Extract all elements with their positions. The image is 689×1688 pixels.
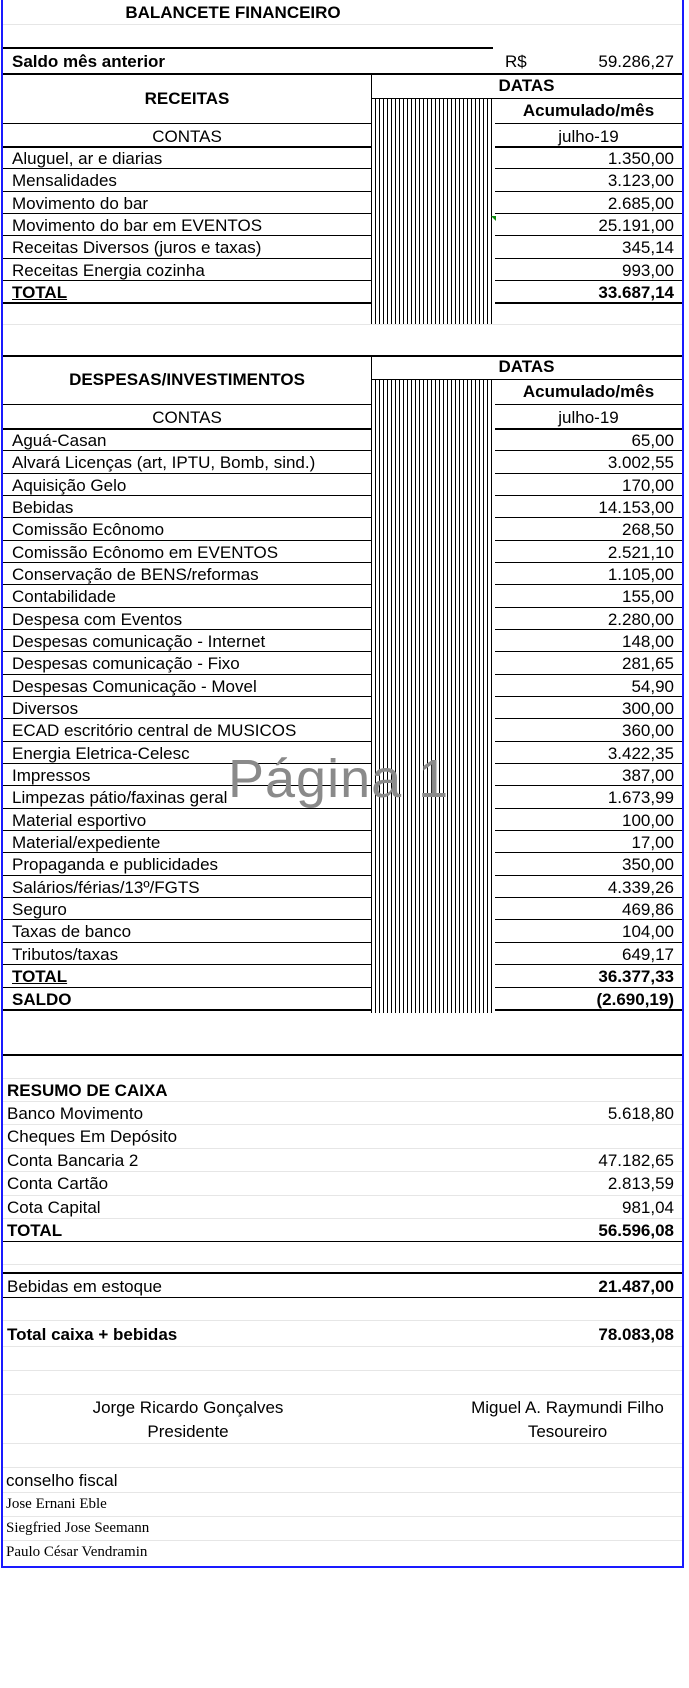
despesa-row-label: Limpezas pátio/faxinas geral — [12, 788, 228, 808]
despesa-row-value: 4.339,26 — [607, 877, 674, 897]
conselho-member: Paulo César Vendramin — [6, 1544, 148, 1560]
resumo-row-label: Conta Bancaria 2 — [7, 1150, 139, 1170]
resumo-total-value: 56.596,08 — [598, 1221, 674, 1240]
resumo-row-label: Conta Cartão — [7, 1174, 109, 1194]
despesa-row-label: Aquisição Gelo — [12, 475, 127, 495]
despesa-row-label: Comissão Ecônomo — [12, 520, 165, 540]
despesa-row-value: 268,50 — [622, 520, 674, 540]
conselho-member: Jose Ernani Eble — [6, 1496, 107, 1512]
despesa-row-label: Despesa com Eventos — [12, 609, 183, 629]
despesa-row-value: 14.153,00 — [598, 498, 674, 518]
despesa-row-value: 350,00 — [622, 855, 674, 875]
despesa-row-label: Despesas comunicação - Fixo — [12, 654, 240, 674]
despesa-row-label: Alvará Licenças (art, IPTU, Bomb, sind.) — [12, 453, 316, 473]
conselho-member: Siegfried Jose Seemann — [6, 1520, 150, 1536]
despesa-row-value: 170,00 — [622, 475, 674, 495]
despesas-total-value: 36.377,33 — [598, 967, 674, 987]
estoque-label: Bebidas em estoque — [7, 1277, 162, 1296]
saldo-anterior-label: Saldo mês anterior — [12, 52, 166, 71]
receita-row-value: 993,00 — [622, 260, 674, 280]
despesa-row-label: Despesas Comunicação - Movel — [12, 676, 257, 696]
receitas-period: julho-19 — [558, 127, 619, 146]
despesa-row-label: Material esportivo — [12, 810, 147, 830]
receita-row-value: 1.350,00 — [607, 149, 674, 168]
receita-row-label: Receitas Diversos (juros e taxas) — [12, 238, 262, 258]
total-geral-value: 78.083,08 — [598, 1325, 674, 1344]
receita-row-value: 345,14 — [622, 238, 674, 258]
receita-row-label: Aluguel, ar e diarias — [12, 149, 163, 168]
despesas-acumulado: Acumulado/mês — [522, 382, 655, 401]
despesa-row-label: Propaganda e publicidades — [12, 855, 219, 875]
despesa-row-label: Diversos — [12, 699, 79, 719]
balancete-sheet — [1, 0, 684, 1568]
despesa-row-value: 104,00 — [622, 922, 674, 942]
despesas-header: DESPESAS/INVESTIMENTOS — [69, 370, 305, 389]
despesa-row-value: 3.422,35 — [607, 743, 674, 763]
despesas-total-label: TOTAL — [12, 967, 68, 987]
despesa-row-value: 300,00 — [622, 699, 674, 719]
receita-row-value: 2.685,00 — [607, 193, 674, 213]
receitas-total-value: 33.687,14 — [598, 282, 674, 302]
despesa-row-value: 649,17 — [622, 944, 674, 964]
despesa-row-value: 281,65 — [622, 654, 674, 674]
despesa-row-value: 360,00 — [622, 721, 674, 741]
despesas-hatch-header — [371, 380, 495, 428]
receita-row-label: Movimento do bar em EVENTOS — [12, 215, 263, 235]
receita-row-label: Mensalidades — [12, 171, 117, 191]
conselho-label: conselho fiscal — [6, 1471, 118, 1490]
despesa-row-label: Seguro — [12, 900, 67, 920]
resumo-row-value: 47.182,65 — [598, 1150, 674, 1170]
presidente-role: Presidente — [147, 1422, 229, 1441]
tesoureiro-role: Tesoureiro — [527, 1422, 608, 1441]
page-title: BALANCETE FINANCEIRO — [125, 3, 341, 22]
despesa-row-label: Material/expediente — [12, 833, 161, 853]
despesa-row-value: 3.002,55 — [607, 453, 674, 473]
despesa-row-value: 1.105,00 — [607, 565, 674, 585]
despesa-row-value: 1.673,99 — [607, 788, 674, 808]
despesa-row-value: 387,00 — [622, 766, 674, 786]
page-watermark: Página 1 — [228, 749, 450, 809]
resumo-total-label: TOTAL — [7, 1221, 63, 1240]
column-hatch — [371, 146, 495, 324]
resumo-row-label: Cota Capital — [7, 1197, 101, 1217]
despesa-row-value: 100,00 — [622, 810, 674, 830]
despesa-row-label: Bebidas — [12, 498, 74, 518]
despesa-row-label: Energia Eletrica-Celesc — [12, 743, 190, 763]
resumo-row-value: 981,04 — [622, 1197, 674, 1217]
despesa-row-label: Salários/férias/13º/FGTS — [12, 877, 200, 897]
resumo-row-value: 2.813,59 — [607, 1174, 674, 1194]
despesa-row-label: Aguá-Casan — [12, 431, 107, 450]
receitas-total-label: TOTAL — [12, 282, 68, 302]
resumo-row-value: 5.618,80 — [607, 1104, 674, 1123]
tesoureiro-name: Miguel A. Raymundi Filho — [471, 1398, 664, 1417]
despesa-row-label: ECAD escritório central de MUSICOS — [12, 721, 297, 741]
column-hatch — [371, 428, 495, 1013]
saldo-anterior-currency: R$ — [505, 52, 527, 71]
estoque-value: 21.487,00 — [598, 1277, 674, 1296]
despesa-row-value: 2.521,10 — [607, 542, 674, 562]
receitas-contas: CONTAS — [152, 127, 222, 146]
receitas-acumulado: Acumulado/mês — [522, 101, 655, 120]
receitas-header: RECEITAS — [144, 89, 230, 108]
despesas-saldo-value: (2.690,19) — [596, 989, 674, 1009]
receitas-datas: DATAS — [498, 76, 555, 95]
receita-row-value: 3.123,00 — [607, 171, 674, 191]
despesa-row-value: 17,00 — [631, 833, 674, 853]
receitas-hatch-header — [371, 99, 495, 146]
despesa-row-value: 2.280,00 — [607, 609, 674, 629]
total-geral-label: Total caixa + bebidas — [7, 1325, 178, 1344]
presidente-name: Jorge Ricardo Gonçalves — [92, 1398, 284, 1417]
despesa-row-value: 54,90 — [631, 676, 674, 696]
receita-row-label: Movimento do bar — [12, 193, 149, 213]
resumo-row-label: Cheques Em Depósito — [7, 1127, 178, 1147]
resumo-row-label: Banco Movimento — [7, 1104, 144, 1123]
despesa-row-value: 148,00 — [622, 632, 674, 652]
despesa-row-label: Tributos/taxas — [12, 944, 119, 964]
despesa-row-value: 155,00 — [622, 587, 674, 607]
despesa-row-label: Impressos — [12, 766, 91, 786]
despesas-contas: CONTAS — [152, 408, 222, 427]
despesas-period: julho-19 — [558, 408, 619, 427]
despesa-row-label: Taxas de banco — [12, 922, 132, 942]
despesa-row-value: 65,00 — [631, 431, 674, 450]
despesas-datas: DATAS — [498, 357, 555, 376]
despesa-row-label: Comissão Ecônomo em EVENTOS — [12, 542, 279, 562]
despesas-saldo-label: SALDO — [12, 989, 72, 1009]
despesa-row-label: Despesas comunicação - Internet — [12, 632, 266, 652]
despesa-row-label: Contabilidade — [12, 587, 116, 607]
resumo-header: RESUMO DE CAIXA — [7, 1081, 168, 1100]
despesa-row-value: 469,86 — [622, 900, 674, 920]
receita-row-label: Receitas Energia cozinha — [12, 260, 205, 280]
despesa-row-label: Conservação de BENS/reformas — [12, 565, 259, 585]
saldo-anterior-value: 59.286,27 — [598, 52, 674, 71]
receita-row-value: 25.191,00 — [598, 215, 674, 235]
